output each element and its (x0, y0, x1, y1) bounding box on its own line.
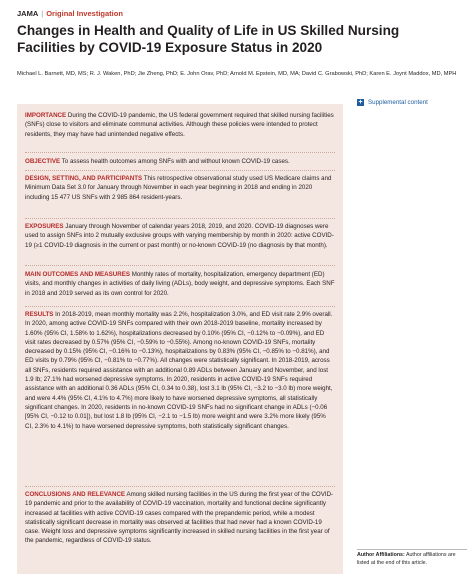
importance-heading: IMPORTANCE (25, 112, 67, 119)
results-heading: RESULTS (25, 311, 54, 318)
results-text: In 2018-2019, mean monthly mortality was 2.2%, hospitalization 3.0%, and ED visit rate 2.9% overall. In 2020, among active COVID-19 SNFs compared with their own 2018-2019 baseline, mortality increased by 1.60% (95% CI, 1.58% to 1.62%), hospitalizations decreased by 0.10% (95% CI, −0.12% to −0.09%), and ED visit rates decreased by 0.57% (95% CI, −0.59% to −0.55%). Among no-known COVID-19 SNFs, mortality decreased by 0.15% (95% CI, −0.16% to −0.13%), hospitalizations by 0.83% (95% CI, −0.85% to −0.81%), and ED visits by 0.79% (95% CI, −0.81% to −0.77%). All changes were statistically significant. In 2018-2019, across all SNFs, residents required assistance with an additional 0.89 ADLs between January and November, and lost 1.9 lb; 27.1% had worsened depressive symptoms. In 2020, residents in active COVID-19 SNFs required assistance with an additional 0.36 ADLs (95% CI, 0.34 to 0.38), lost 3.1 lb (95% CI, −3.2 to −3.0 lb) more weight, and were 4.4% (95% CI, 4.1% to 4.7%) more likely to have worsened depressive symptoms, all statistically significant changes. In 2020, residents in no-known COVID-19 SNFs had no significant change in ADLs (−0.06 [95% CI, −0.12 to 0.01]), but lost 1.8 lb (95% CI, −2.1 to −1.5 lb) more weight and were 3.2% more likely (95% CI, 2.3% to 4.1%) to have worsened depressive symptoms, both statistically significant changes. (25, 311, 333, 430)
section-divider (25, 265, 335, 266)
supplemental-label: Supplemental content (368, 99, 428, 106)
conclusions-text: Among skilled nursing facilities in the US during the first year of the COVID-19 pandemic and prior to the availability of COVID-19 vaccination, mortality and functional decline significantly increased at facilities with active COVID-19 cases compared with the prepandemic period, while a modest statistically significant decrease in mortality was observed at facilities that had never had a known COVID-19 case. Weight loss and depressive symptoms significantly increased in skilled nursing facilities in the first year of the pandemic, regardless of COVID-19 status. (25, 491, 334, 545)
design-text: This retrospective observational study used US Medicare claims and Minimum Data Set 3.0 for January through November in each year beginning in 2018 and ending in 2020 including 15 477 US SNFs with 2 985 864 resident-years. (25, 175, 332, 201)
plus-icon: + (358, 99, 363, 106)
outcomes-text: Monthly rates of mortality, hospitalization, emergency department (ED) visits, and monthly changes in activities of daily living (ADLs), body weight, and depressive symptoms. Each SNF in 2018 and 2019 served as its own control for 2020. (25, 271, 335, 297)
author-list: Michael L. Barnett, MD, MS; R. J. Waken, PhD; Jie Zheng, PhD; E. John Orav, PhD; Arnold M. Epstein, MD, MA; David C. Grabowski, PhD; Karen E. Joynt Maddox, MD, MPH (17, 71, 457, 77)
abstract-conclusions (25, 490, 335, 546)
objective-heading: OBJECTIVE (25, 158, 61, 165)
exposures-text: January through November of calendar years 2018, 2019, and 2020. COVID-19 diagnoses were used to assign SNFs into 2 mutually exclusive groups with varying membership by month in 2020: active COVID-19 (≥1 COVID-19 diagnosis in the current or past month) or no-known COVID-19 (no diagnosis by that month). (25, 223, 334, 249)
abstract-objective (25, 157, 335, 166)
exposures-heading: EXPOSURES (25, 223, 64, 230)
importance-text: During the COVID-19 pandemic, the US federal government required that skilled nursing facilities (SNFs) close to visitors and eliminate communal activities. Although these policies were intended to protect residents, they may have had unintended negative effects. (25, 112, 334, 138)
affiliations-text: Author affiliations are listed at the end of this article. (357, 552, 456, 566)
objective-text: To assess health outcomes among SNFs with and without known COVID-19 cases. (61, 158, 290, 165)
section-divider (25, 306, 335, 307)
article-title: Changes in Health and Quality of Life in US Skilled Nursing Facilities by COVID-19 Exposure Status in 2020 (17, 23, 400, 55)
section-divider (25, 218, 335, 219)
affiliations-heading: Author Affiliations: (357, 552, 405, 558)
outcomes-heading: MAIN OUTCOMES AND MEASURES (25, 271, 130, 278)
journal-name: JAMA (17, 9, 39, 18)
journal-header (17, 9, 123, 18)
section-divider (25, 152, 335, 153)
abstract-results (25, 310, 335, 431)
abstract-exposures (25, 222, 335, 250)
section-divider (25, 486, 335, 487)
conclusions-heading: CONCLUSIONS AND RELEVANCE (25, 491, 126, 498)
header-separator: | (41, 9, 44, 18)
section-divider (25, 170, 335, 171)
design-heading: DESIGN, SETTING, AND PARTICIPANTS (25, 175, 143, 182)
supplemental-content-link[interactable] (357, 98, 428, 107)
article-type[interactable]: Original Investigation (46, 9, 123, 18)
affiliations-divider (357, 549, 467, 550)
abstract-outcomes (25, 270, 335, 298)
abstract-design (25, 174, 335, 202)
author-affiliations (357, 552, 469, 567)
abstract-importance (25, 111, 335, 139)
